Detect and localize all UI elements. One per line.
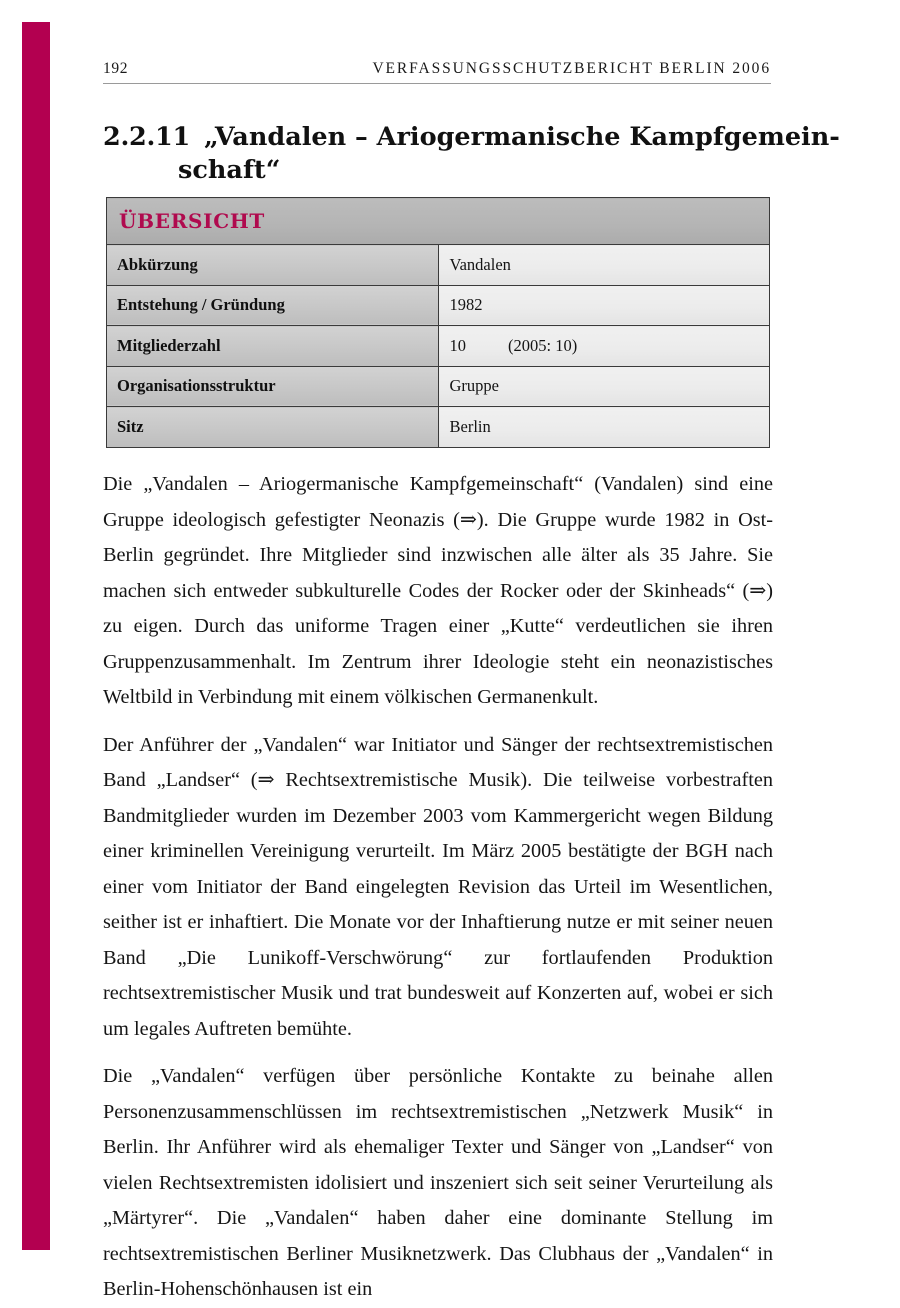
paragraph: Der Anführer der „Vandalen“ war Initiator und Sänger der rechtsextremistischen Band „Landser“ (⇒ Rechtsextremistische Musik). Die teilweise vorbestraften Bandmitglieder wurden im Dezember 2003 vom Kammergericht wegen Bildung einer kriminellen Vereinigung verurteilt. Im März 2005 bestätigte der BGH nach einer vom Initiator der Band eingelegten Revision das Urteil im Wesentlichen, seither ist er inhaftiert. Die Monate vor der Inhaftierung nutze er mit seiner neuen Band „Die Lunikoff-Verschwörung“ zur fortlaufenden Produktion rechtsextremistischer Musik und trat bundesweit auf Konzerten auf, wobei er sich um legales Auftreten bemühte.: [103, 733, 773, 1040]
table-cell-key: Organisationsstruktur: [107, 366, 439, 407]
member-count-previous-year: (2005: 10): [508, 335, 578, 355]
table-row: [107, 285, 770, 326]
table-row: [107, 326, 770, 367]
table-cell-key: Mitgliederzahl: [107, 326, 439, 367]
overview-table: [106, 197, 770, 448]
table-cell-key: Sitz: [107, 407, 439, 448]
overview-table-header-cell: [107, 198, 770, 245]
table-row: [107, 366, 770, 407]
paragraph: Die „Vandalen“ verfügen über persönliche Kontakte zu beinahe allen Personenzusammenschlüssen im rechtsextremistischen „Netzwerk Musik“ in Berlin. Ihr Anführer wird als ehemaliger Texter und Sänger von „Landser“ von vielen Rechtsextremisten idolisiert und inszeniert sich seit seiner Verurteilung als „Märtyrer“. Die „Vandalen“ haben daher eine dominante Stellung im rechtsextremistischen Berliner Musiknetzwerk. Das Clubhaus der „Vandalen“ in Berlin-Hohenschönhausen ist ein: [103, 1065, 773, 1300]
table-cell-value: Berlin: [438, 407, 770, 448]
table-cell-value: [438, 326, 770, 367]
page-number: 192: [103, 60, 129, 77]
body-text: [103, 467, 773, 1308]
paragraph: Die „Vandalen – Ariogermanische Kampfgemeinschaft“ (Vandalen) sind eine Gruppe ideologisch gefestigter Neonazis (⇒). Die Gruppe wurde 1982 in Ost-Berlin gegründet. Ihre Mitglieder sind inzwischen alle älter als 35 Jahre. Sie machen sich entweder subkulturelle Codes der Rocker oder der Skinheads“ (⇒) zu eigen. Durch das uniforme Tragen einer „Kutte“ verdeutlichen sie ihren Gruppenzusammenhalt. Im Zentrum ihrer Ideologie steht ein neonazistisches Weltbild in Verbindung mit einem völkischen Germanenkult.: [103, 473, 773, 708]
table-cell-key: Entstehung / Gründung: [107, 285, 439, 326]
table-cell-value: 1982: [438, 285, 770, 326]
page-accent-bar: [22, 22, 50, 1250]
running-head: [103, 60, 771, 84]
section-title: „Vandalen – Ariogermanische Kampfgemein-schaft“: [178, 122, 840, 186]
overview-table-header-row: [107, 198, 770, 245]
member-count: 10: [449, 335, 466, 355]
table-cell-value: Vandalen: [438, 245, 770, 286]
table-row: [107, 245, 770, 286]
running-head-title: VERFASSUNGSSCHUTZBERICHT BERLIN 2006: [372, 60, 771, 77]
table-cell-value: Gruppe: [438, 366, 770, 407]
overview-table-header-label: ÜBERSICHT: [119, 209, 266, 233]
table-row: [107, 407, 770, 448]
table-cell-key: Abkürzung: [107, 245, 439, 286]
section-number: 2.2.11: [103, 122, 190, 153]
section-heading: [103, 121, 846, 187]
overview-table-body: [107, 198, 770, 448]
